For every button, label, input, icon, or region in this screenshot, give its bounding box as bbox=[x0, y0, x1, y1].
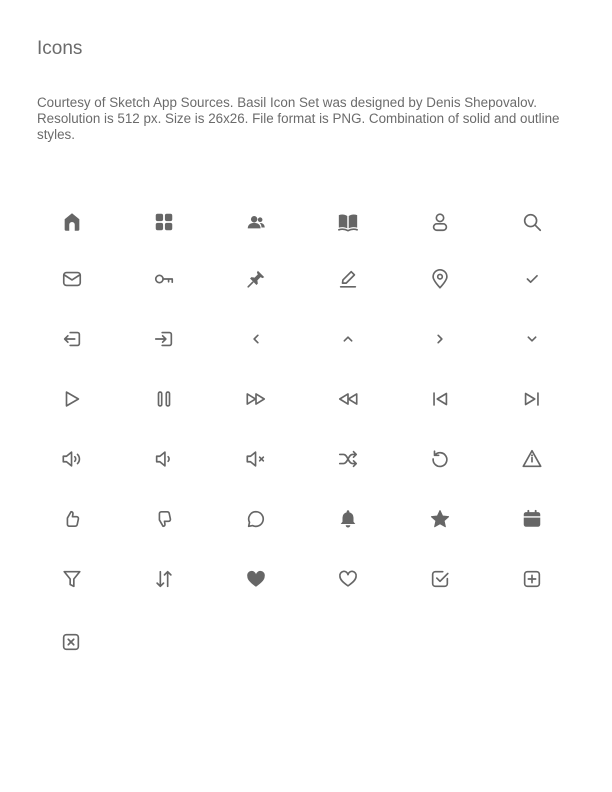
page-title: Icons bbox=[37, 38, 83, 59]
edit-icon bbox=[333, 264, 363, 294]
chevron-left-icon bbox=[241, 324, 271, 354]
calendar-icon bbox=[517, 504, 547, 534]
volume-down-icon bbox=[149, 444, 179, 474]
users-icon bbox=[241, 207, 271, 237]
shuffle-icon bbox=[333, 444, 363, 474]
chevron-down-icon bbox=[517, 324, 547, 354]
heart-outline-icon bbox=[333, 564, 363, 594]
play-icon bbox=[57, 384, 87, 414]
search-icon bbox=[517, 207, 547, 237]
mail-icon bbox=[57, 264, 87, 294]
book-icon bbox=[333, 207, 363, 237]
chevron-up-icon bbox=[333, 324, 363, 354]
volume-mute-icon bbox=[241, 444, 271, 474]
checkbox-icon bbox=[425, 564, 455, 594]
filter-icon bbox=[57, 564, 87, 594]
rewind-icon bbox=[333, 384, 363, 414]
location-icon bbox=[425, 264, 455, 294]
skip-back-icon bbox=[425, 384, 455, 414]
user-icon bbox=[425, 207, 455, 237]
thumbs-down-icon bbox=[149, 504, 179, 534]
close-box-icon bbox=[56, 627, 86, 657]
add-box-icon bbox=[517, 564, 547, 594]
bell-icon bbox=[333, 504, 363, 534]
warning-icon bbox=[517, 444, 547, 474]
skip-forward-icon bbox=[517, 384, 547, 414]
refresh-icon bbox=[425, 444, 455, 474]
pause-icon bbox=[149, 384, 179, 414]
home-icon bbox=[57, 207, 87, 237]
login-icon bbox=[149, 324, 179, 354]
thumbs-up-icon bbox=[57, 504, 87, 534]
fast-forward-icon bbox=[241, 384, 271, 414]
sort-icon bbox=[149, 564, 179, 594]
page-description: Courtesy of Sketch App Sources. Basil Icon Set was designed by Denis Shepovalov. Resolution is 512 px. Size is 26x26. File format is PNG. Combination of solid and outline styles. bbox=[37, 95, 560, 142]
logout-icon bbox=[57, 324, 87, 354]
comment-icon bbox=[241, 504, 271, 534]
apps-icon bbox=[149, 207, 179, 237]
pin-icon bbox=[241, 264, 271, 294]
star-icon bbox=[425, 504, 455, 534]
heart-solid-icon bbox=[241, 564, 271, 594]
key-icon bbox=[149, 264, 179, 294]
volume-up-icon bbox=[57, 444, 87, 474]
check-icon bbox=[517, 264, 547, 294]
chevron-right-icon bbox=[425, 324, 455, 354]
